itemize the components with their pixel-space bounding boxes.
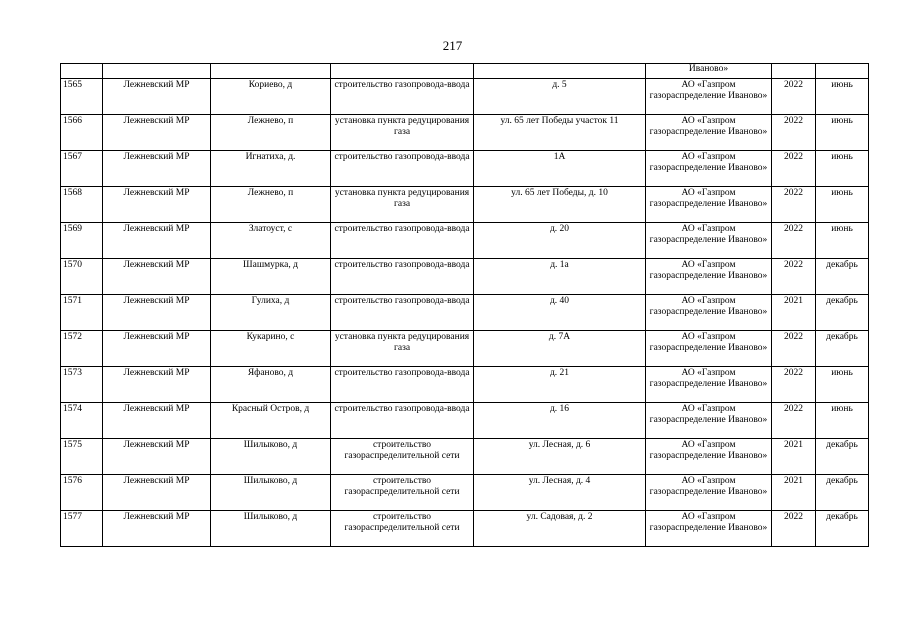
cell-locality: Шилыково, д bbox=[211, 475, 331, 511]
cell-district: Лежневский МР bbox=[103, 223, 211, 259]
cell-month: июнь bbox=[816, 115, 869, 151]
cell-num: 1573 bbox=[61, 367, 103, 403]
cell-address: д. 1а bbox=[474, 259, 646, 295]
cell-year: 2021 bbox=[772, 475, 816, 511]
cell-work: строительство газопровода-ввода bbox=[331, 367, 474, 403]
cell-year: 2022 bbox=[772, 223, 816, 259]
cell-work: строительство газопровода-ввода bbox=[331, 223, 474, 259]
cell-work: строительство газораспределительной сети bbox=[331, 439, 474, 475]
table-row bbox=[61, 511, 869, 547]
cell-address: д. 21 bbox=[474, 367, 646, 403]
cell-num: 1565 bbox=[61, 79, 103, 115]
cell-month: июнь bbox=[816, 223, 869, 259]
cell-locality: Лежнево, п bbox=[211, 115, 331, 151]
cell-month bbox=[816, 64, 869, 79]
cell-address: д. 7А bbox=[474, 331, 646, 367]
cell-work: строительство газопровода-ввода bbox=[331, 295, 474, 331]
cell-address: ул. Лесная, д. 4 bbox=[474, 475, 646, 511]
cell-month: июнь bbox=[816, 187, 869, 223]
cell-year: 2022 bbox=[772, 187, 816, 223]
cell-org: АО «Газпром газораспределение Иваново» bbox=[646, 223, 772, 259]
cell-year: 2022 bbox=[772, 259, 816, 295]
cell-year: 2021 bbox=[772, 439, 816, 475]
cell-year: 2022 bbox=[772, 331, 816, 367]
table-row bbox=[61, 331, 869, 367]
table-row bbox=[61, 187, 869, 223]
gasification-table bbox=[60, 63, 869, 547]
cell-num: 1577 bbox=[61, 511, 103, 547]
cell-locality: Яфаново, д bbox=[211, 367, 331, 403]
cell-org: АО «Газпром газораспределение Иваново» bbox=[646, 331, 772, 367]
cell-locality: Гулиха, д bbox=[211, 295, 331, 331]
cell-address: д. 5 bbox=[474, 79, 646, 115]
table-row bbox=[61, 403, 869, 439]
cell-address: ул. 65 лет Победы, д. 10 bbox=[474, 187, 646, 223]
cell-num: 1574 bbox=[61, 403, 103, 439]
cell-locality: Златоуст, с bbox=[211, 223, 331, 259]
cell-work: установка пункта редуцирования газа bbox=[331, 187, 474, 223]
cell-org: АО «Газпром газораспределение Иваново» bbox=[646, 115, 772, 151]
cell-org: АО «Газпром газораспределение Иваново» bbox=[646, 511, 772, 547]
cell-year: 2022 bbox=[772, 403, 816, 439]
cell-year: 2022 bbox=[772, 367, 816, 403]
cell-num: 1567 bbox=[61, 151, 103, 187]
cell-work: строительство газопровода-ввода bbox=[331, 259, 474, 295]
table-row bbox=[61, 151, 869, 187]
cell-district: Лежневский МР bbox=[103, 187, 211, 223]
cell-month: июнь bbox=[816, 367, 869, 403]
cell-locality: Кориево, д bbox=[211, 79, 331, 115]
cell-year: 2022 bbox=[772, 151, 816, 187]
cell-num: 1572 bbox=[61, 331, 103, 367]
table-row bbox=[61, 367, 869, 403]
cell-district: Лежневский МР bbox=[103, 115, 211, 151]
cell-work: строительство газопровода-ввода bbox=[331, 403, 474, 439]
cell-work: установка пункта редуцирования газа bbox=[331, 115, 474, 151]
cell-num: 1568 bbox=[61, 187, 103, 223]
cell-num: 1575 bbox=[61, 439, 103, 475]
cell-month: декабрь bbox=[816, 331, 869, 367]
table-row bbox=[61, 439, 869, 475]
cell-year: 2022 bbox=[772, 79, 816, 115]
cell-work bbox=[331, 64, 474, 79]
cell-num: 1576 bbox=[61, 475, 103, 511]
cell-month: декабрь bbox=[816, 439, 869, 475]
cell-address: д. 20 bbox=[474, 223, 646, 259]
cell-work: строительство газораспределительной сети bbox=[331, 475, 474, 511]
cell-address bbox=[474, 64, 646, 79]
cell-district: Лежневский МР bbox=[103, 367, 211, 403]
table-row bbox=[61, 223, 869, 259]
cell-month: декабрь bbox=[816, 511, 869, 547]
cell-num: 1569 bbox=[61, 223, 103, 259]
cell-district bbox=[103, 64, 211, 79]
cell-num: 1566 bbox=[61, 115, 103, 151]
table-row-continuation bbox=[61, 64, 869, 79]
cell-district: Лежневский МР bbox=[103, 511, 211, 547]
cell-month: декабрь bbox=[816, 295, 869, 331]
cell-district: Лежневский МР bbox=[103, 403, 211, 439]
cell-year: 2021 bbox=[772, 295, 816, 331]
cell-month: июнь bbox=[816, 151, 869, 187]
cell-org: АО «Газпром газораспределение Иваново» bbox=[646, 151, 772, 187]
cell-locality: Шилыково, д bbox=[211, 511, 331, 547]
table-row bbox=[61, 295, 869, 331]
cell-year: 2022 bbox=[772, 511, 816, 547]
cell-org: АО «Газпром газораспределение Иваново» bbox=[646, 79, 772, 115]
cell-address: ул. 65 лет Победы участок 11 bbox=[474, 115, 646, 151]
cell-org: АО «Газпром газораспределение Иваново» bbox=[646, 295, 772, 331]
cell-district: Лежневский МР bbox=[103, 331, 211, 367]
page-number: 217 bbox=[442, 38, 463, 53]
cell-district: Лежневский МР bbox=[103, 259, 211, 295]
cell-month: декабрь bbox=[816, 259, 869, 295]
cell-org: АО «Газпром газораспределение Иваново» bbox=[646, 259, 772, 295]
cell-month: июнь bbox=[816, 79, 869, 115]
cell-district: Лежневский МР bbox=[103, 475, 211, 511]
table-row bbox=[61, 115, 869, 151]
cell-district: Лежневский МР bbox=[103, 295, 211, 331]
cell-address: д. 16 bbox=[474, 403, 646, 439]
cell-locality: Шашмурка, д bbox=[211, 259, 331, 295]
cell-district: Лежневский МР bbox=[103, 151, 211, 187]
cell-address: д. 40 bbox=[474, 295, 646, 331]
cell-month: декабрь bbox=[816, 475, 869, 511]
cell-address: ул. Лесная, д. 6 bbox=[474, 439, 646, 475]
cell-locality: Шилыково, д bbox=[211, 439, 331, 475]
cell-org: АО «Газпром газораспределение Иваново» bbox=[646, 367, 772, 403]
cell-org: Иваново» bbox=[646, 64, 772, 79]
cell-work: строительство газораспределительной сети bbox=[331, 511, 474, 547]
cell-org: АО «Газпром газораспределение Иваново» bbox=[646, 403, 772, 439]
cell-num bbox=[61, 64, 103, 79]
table-row bbox=[61, 475, 869, 511]
cell-address: ул. Садовая, д. 2 bbox=[474, 511, 646, 547]
cell-num: 1570 bbox=[61, 259, 103, 295]
cell-locality: Лежнево, п bbox=[211, 187, 331, 223]
cell-work: строительство газопровода-ввода bbox=[331, 79, 474, 115]
cell-locality: Игнатиха, д. bbox=[211, 151, 331, 187]
table-row bbox=[61, 79, 869, 115]
table-body bbox=[61, 64, 869, 547]
cell-locality: Красный Остров, д bbox=[211, 403, 331, 439]
cell-num: 1571 bbox=[61, 295, 103, 331]
cell-org: АО «Газпром газораспределение Иваново» bbox=[646, 187, 772, 223]
cell-org: АО «Газпром газораспределение Иваново» bbox=[646, 439, 772, 475]
cell-work: строительство газопровода-ввода bbox=[331, 151, 474, 187]
cell-locality bbox=[211, 64, 331, 79]
cell-district: Лежневский МР bbox=[103, 79, 211, 115]
table-row bbox=[61, 259, 869, 295]
cell-org: АО «Газпром газораспределение Иваново» bbox=[646, 475, 772, 511]
cell-year: 2022 bbox=[772, 115, 816, 151]
cell-locality: Кукарино, с bbox=[211, 331, 331, 367]
cell-year bbox=[772, 64, 816, 79]
cell-month: июнь bbox=[816, 403, 869, 439]
cell-district: Лежневский МР bbox=[103, 439, 211, 475]
cell-work: установка пункта редуцирования газа bbox=[331, 331, 474, 367]
cell-address: 1А bbox=[474, 151, 646, 187]
